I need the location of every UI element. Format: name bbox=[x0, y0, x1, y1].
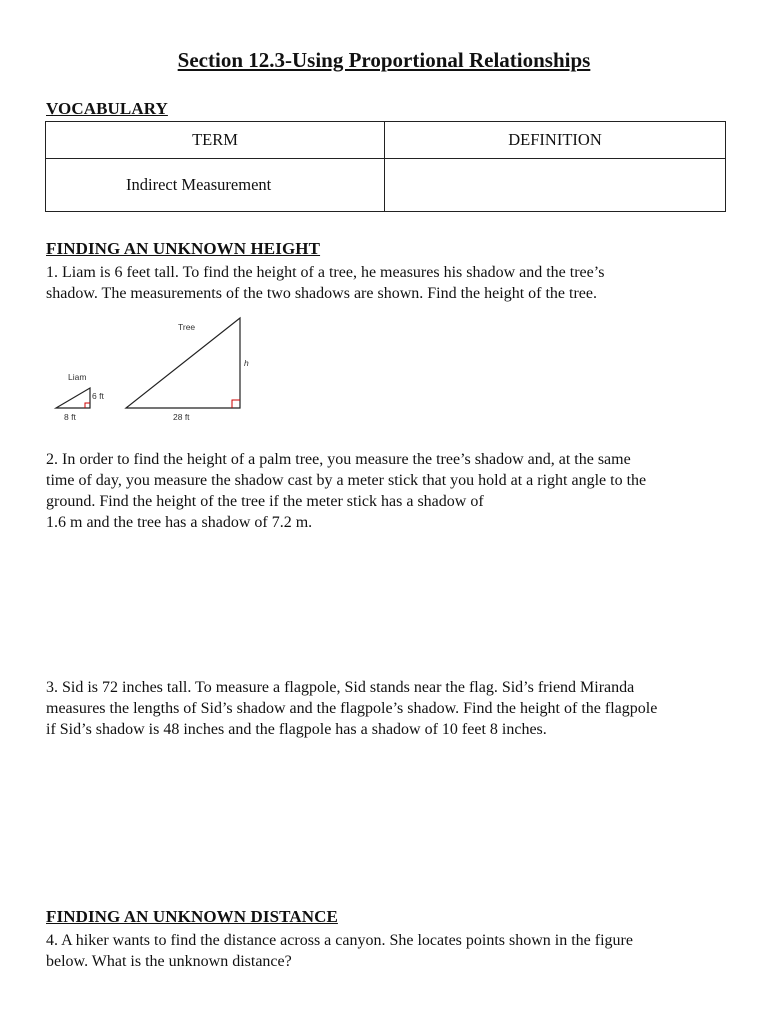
problem-1-text bbox=[46, 262, 736, 304]
problem-3-line: 3. Sid is 72 inches tall. To measure a flagpole, Sid stands near the flag. Sid’s friend Miranda bbox=[46, 679, 635, 696]
problem-4-line: below. What is the unknown distance? bbox=[46, 953, 292, 970]
problem-2-line: time of day, you measure the shadow cast by a meter stick that you hold at a right angle to the bbox=[46, 472, 647, 489]
problem-3-text bbox=[46, 677, 736, 740]
vocabulary-table-row bbox=[46, 159, 726, 212]
problem-2-line: 1.6 m and the tree has a shadow of 7.2 m. bbox=[46, 514, 313, 531]
term-column-header: TERM bbox=[46, 122, 385, 159]
problem-1-line: 1. Liam is 6 feet tall. To find the height of a tree, he measures his shadow and the tree’s bbox=[46, 264, 605, 281]
problem-3-line: if Sid’s shadow is 48 inches and the flagpole has a shadow of 10 feet 8 inches. bbox=[46, 721, 547, 738]
unknown-height-heading: FINDING AN UNKNOWN HEIGHT bbox=[46, 239, 321, 258]
liam-height-label: 6 ft bbox=[92, 391, 104, 401]
problem-2-text bbox=[46, 449, 736, 533]
liam-right-angle-marker bbox=[85, 403, 90, 408]
page-title: Section 12.3-Using Proportional Relationships bbox=[177, 48, 591, 72]
problem-3-line: measures the lengths of Sid’s shadow and the flagpole’s shadow. Find the height of the flagpole bbox=[46, 700, 658, 717]
vocabulary-table bbox=[45, 121, 726, 212]
tree-height-label: h bbox=[244, 358, 249, 368]
tree-base-label: 28 ft bbox=[173, 412, 190, 422]
unknown-distance-heading: FINDING AN UNKNOWN DISTANCE bbox=[46, 907, 338, 926]
problem-4-line: 4. A hiker wants to find the distance across a canyon. She locates points shown in the figure bbox=[46, 932, 633, 949]
problem-1-line: shadow. The measurements of the two shadows are shown. Find the height of the tree. bbox=[46, 285, 597, 302]
shadow-triangles-figure bbox=[40, 310, 280, 430]
problem-4-text bbox=[46, 930, 736, 972]
problem-2-line: 2. In order to find the height of a palm tree, you measure the tree’s shadow and, at the same bbox=[46, 451, 631, 468]
vocabulary-heading: VOCABULARY bbox=[46, 99, 168, 118]
definition-cell[interactable] bbox=[385, 159, 726, 212]
definition-column-header: DEFINITION bbox=[385, 122, 726, 159]
tree-label: Tree bbox=[178, 322, 196, 332]
term-cell: Indirect Measurement bbox=[46, 159, 385, 212]
tree-right-angle-marker bbox=[232, 400, 240, 408]
vocabulary-table-header-row bbox=[46, 122, 726, 159]
liam-base-label: 8 ft bbox=[64, 412, 76, 422]
liam-label: Liam bbox=[68, 372, 87, 382]
problem-2-line: ground. Find the height of the tree if the meter stick has a shadow of bbox=[46, 493, 484, 510]
